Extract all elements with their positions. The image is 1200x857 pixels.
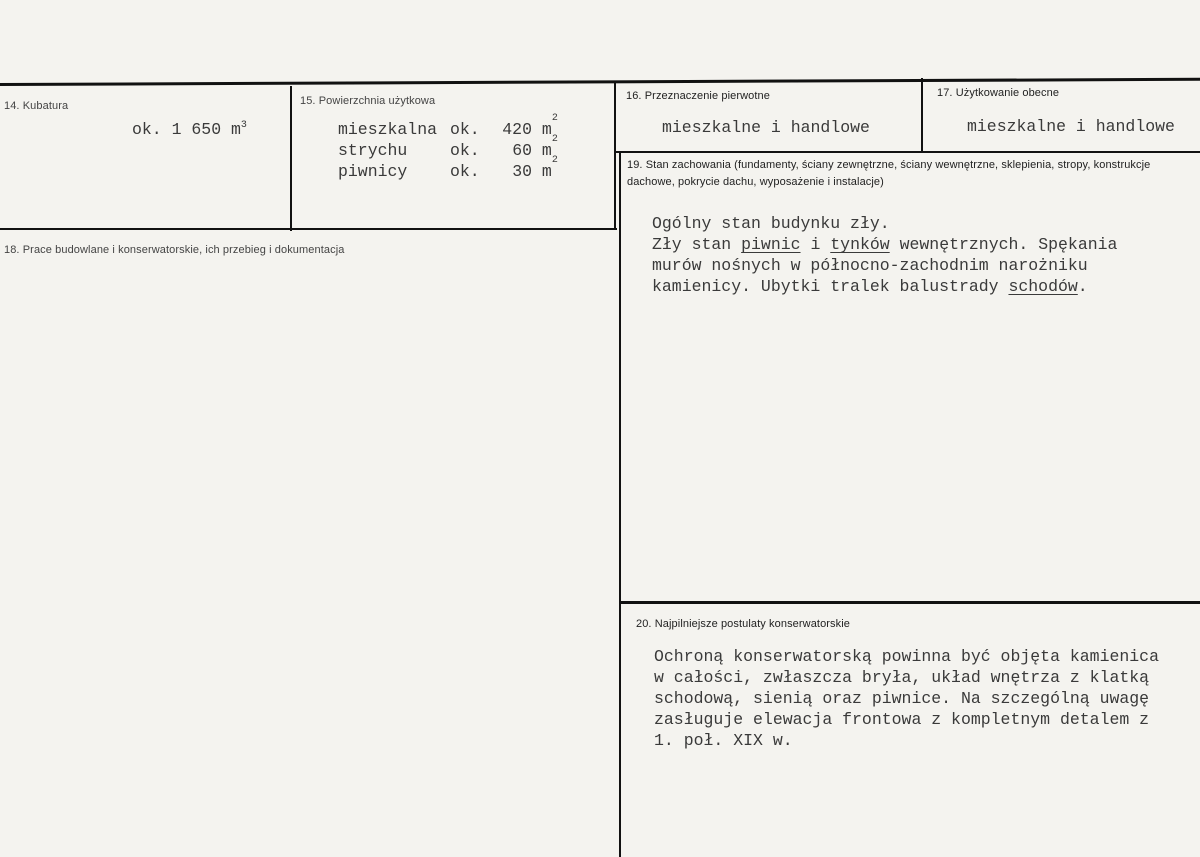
area-approx: ok. (450, 162, 480, 181)
field-17-value: mieszkalne i handlowe (967, 117, 1175, 136)
field-14-value (132, 119, 247, 140)
divider-15-16 (614, 82, 616, 228)
field-15-values (338, 113, 558, 182)
text-segment: Zły stan (652, 235, 742, 254)
condition-line (652, 255, 1117, 276)
area-unit: m (541, 162, 552, 181)
postulate-line: Ochroną konserwatorską powinna być objęta kamienica (654, 647, 1159, 666)
area-name: piwnicy (338, 162, 408, 181)
underlined-word: tynków (830, 235, 890, 254)
area-row (338, 155, 558, 182)
area-value: 420 (502, 120, 532, 139)
condition-line (652, 234, 1117, 255)
area-row (338, 113, 558, 140)
underlined-word: schodów (1008, 277, 1078, 296)
top-border-line (0, 78, 1200, 86)
field-18-label: 18. Prace budowlane i konserwatorskie, ich przebieg i dokumentacja (4, 244, 345, 256)
text-segment: i (800, 235, 831, 254)
field-16-value: mieszkalne i handlowe (662, 118, 870, 137)
area-unit: m (541, 141, 552, 160)
cubature-text: ok. 1 650 m (132, 120, 241, 139)
field-20-label: 20. Najpilniejsze postulaty konserwatorskie (636, 618, 851, 630)
area-exponent: 2 (551, 155, 558, 166)
underlined-word: piwnic (741, 235, 801, 254)
field-17-label: 17. Użytkowanie obecne (937, 87, 1060, 99)
main-vertical-divider (619, 152, 621, 857)
condition-line (652, 213, 1117, 234)
area-unit: m (541, 120, 552, 139)
area-value: 60 (512, 141, 532, 160)
area-name: strychu (338, 141, 408, 160)
area-exponent: 2 (551, 134, 558, 145)
postulate-line: w całości, zwłaszcza bryła, układ wnętrza z klatką (654, 668, 1150, 687)
field-15-label: 15. Powierzchnia użytkowa (300, 95, 436, 107)
text-segment: kamienicy. Ubytki tralek balustrady (652, 277, 1009, 296)
postulate-line: schodową, sienią oraz piwnice. Na szczególną uwagę (654, 689, 1150, 708)
postulate-line: zasługuje elewacja frontowa z kompletnym detalem z (654, 710, 1150, 729)
condition-line (652, 276, 1117, 297)
field-20-text (654, 646, 1159, 751)
text-segment: . (1077, 277, 1088, 296)
postulate-line: 1. poł. XIX w. (654, 731, 793, 750)
field-16-label: 16. Przeznaczenie pierwotne (626, 90, 770, 102)
field-19-text (652, 213, 1117, 297)
section-19-20-divider (621, 601, 1200, 604)
field-14-label: 14. Kubatura (4, 100, 69, 112)
area-exponent: 2 (551, 113, 558, 124)
area-row (338, 134, 558, 161)
area-name: mieszkalna (338, 120, 438, 139)
divider-14-15 (290, 86, 292, 231)
row1-bottom-line (0, 228, 617, 230)
area-approx: ok. (450, 120, 480, 139)
field-19-label: 19. Stan zachowania (fundamenty, ściany zewnętrzne, ściany wewnętrzne, sklepienia, stropy, konstrukcje dachowe, pokrycie dachu, wyposażenie i instalacje) (627, 159, 1151, 188)
text-segment: wewnętrznych. Spękania (889, 235, 1118, 254)
area-approx: ok. (450, 141, 480, 160)
cubature-exponent: 3 (240, 120, 247, 131)
text-segment: murów nośnych w północno-zachodnim narożniku (652, 256, 1088, 275)
text-segment: Ogólny stan budynku zły. (652, 214, 890, 233)
divider-16-17 (921, 78, 923, 152)
row-16-17-bottom-line (616, 151, 1200, 153)
area-value: 30 (512, 162, 532, 181)
